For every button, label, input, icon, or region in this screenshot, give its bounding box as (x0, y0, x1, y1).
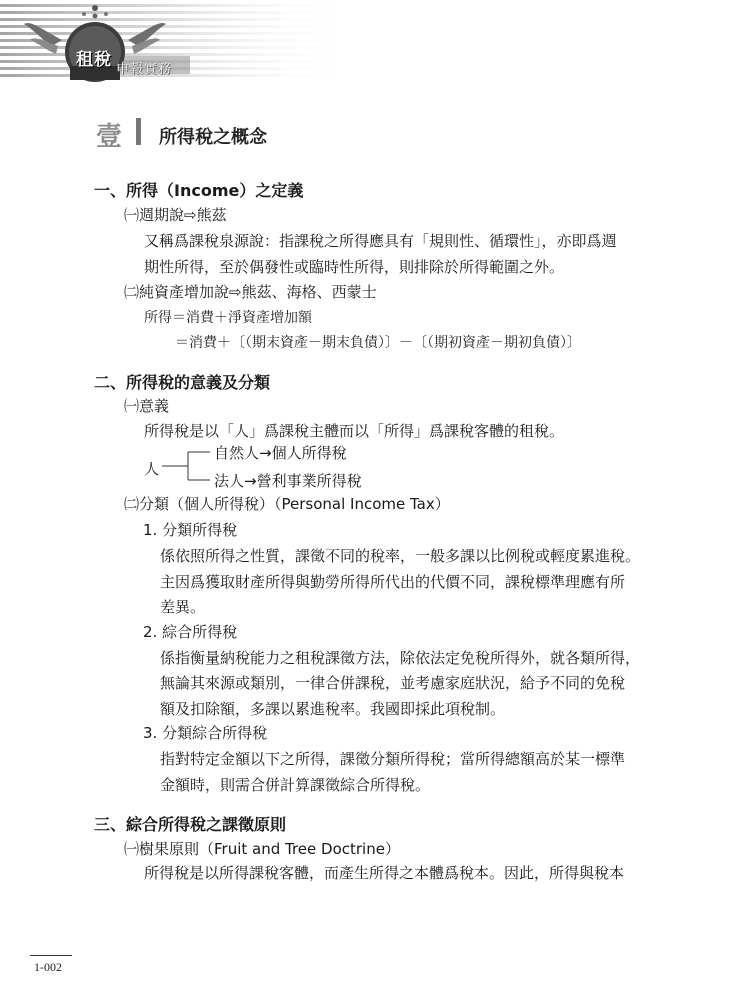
tree-branch-natural-person: 自然人→個人所得稅 (214, 444, 347, 462)
emblem-text: 租稅 (76, 50, 112, 70)
section-divider-bar (136, 118, 141, 145)
paragraph-line: 差異。 (160, 598, 206, 616)
page-number: 1-002 (34, 960, 62, 974)
list-item-title: 3. 分類綜合所得稅 (143, 724, 268, 742)
header-subtitle: 申報實務 (116, 62, 173, 77)
list-item-title: 2. 綜合所得稅 (143, 623, 238, 641)
section-title: 所得稅之概念 (159, 127, 267, 148)
paragraph-line: 又稱爲課稅泉源說：指課稅之所得應具有「規則性、循環性」，亦即爲週 (144, 232, 617, 250)
paragraph-line: 主因爲獲取財產所得與勤勞所得所代出的代價不同，課稅標準理應有所 (160, 573, 626, 591)
subheading-meaning: ㈠意義 (124, 397, 170, 415)
paragraph-line: 期性所得，至於偶發性或臨時性所得，則排除於所得範圍之外。 (144, 258, 565, 276)
formula-line: 所得＝消費＋淨資產增加額 (144, 310, 312, 326)
paragraph-line: 所得稅是以所得課稅客體，而產生所得之本體爲稅本。因此，所得與稅本 (144, 864, 625, 882)
tree-branch-legal-person: 法人→營利事業所得稅 (214, 472, 362, 490)
heading-income-definition: 一、所得（Income）之定義 (94, 181, 304, 200)
paragraph-line: 金額時，則需合併計算課徵綜合所得稅。 (160, 776, 431, 794)
tree-connector-lines (160, 440, 220, 490)
paragraph-line: 所得稅是以「人」爲課稅主體而以「所得」爲課稅客體的租稅。 (144, 422, 565, 440)
subheading-net-accretion: ㈡純資產增加說⇨熊茲、海格、西蒙士 (124, 283, 377, 301)
footer-rule (30, 955, 72, 956)
paragraph-line: 係依照所得之性質，課徵不同的稅率，一般多課以比例稅或輕度累進稅。 (160, 547, 641, 565)
header-banner (0, 0, 750, 90)
section-number: 壹 (96, 122, 123, 152)
subheading-classification: ㈡分類（個人所得稅）（Personal Income Tax） (124, 495, 450, 513)
tree-root-label: 人 (144, 460, 160, 478)
paragraph-line: 指對特定金額以下之所得，課徵分類所得稅；當所得總額高於某一標準 (160, 750, 626, 768)
formula-line: ＝消費＋〔（期末資產－期末負債）〕－〔（期初資產－期初負債）〕 (175, 335, 581, 351)
paragraph-line: 額及扣除額，多課以累進稅率。我國即採此項稅制。 (160, 700, 506, 718)
subheading-fruit-tree: ㈠樹果原則（Fruit and Tree Doctrine） (124, 840, 400, 858)
heading-levy-principles: 三、綜合所得稅之課徵原則 (94, 815, 287, 834)
paragraph-line: 無論其來源或類別，一律合併課稅，並考慮家庭狀況，給予不同的免稅 (160, 674, 626, 692)
heading-meaning-classification: 二、所得稅的意義及分類 (94, 373, 271, 392)
list-item-title: 1. 分類所得稅 (143, 521, 238, 539)
paragraph-line: 係指衡量納稅能力之租稅課徵方法，除依法定免稅所得外，就各類所得， (160, 649, 641, 667)
subheading-cycle-theory: ㈠週期說⇨熊茲 (124, 206, 227, 224)
